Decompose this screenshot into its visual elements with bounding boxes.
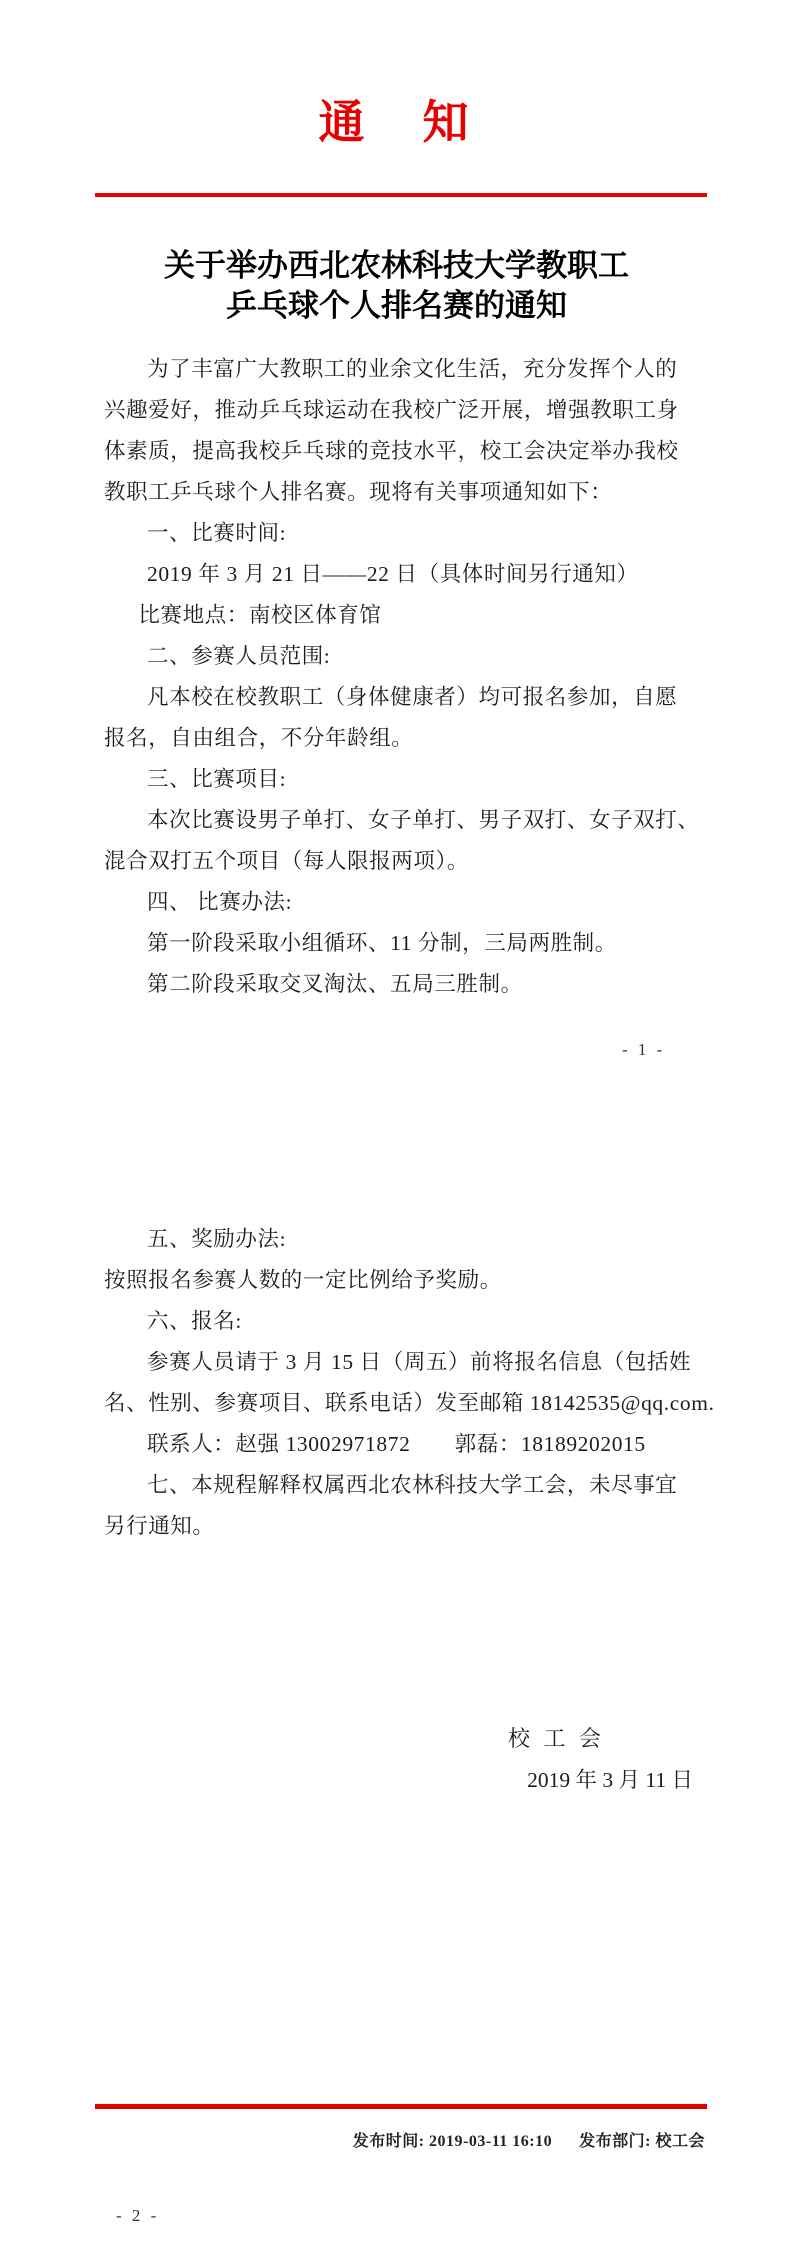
body-line: 四、 比赛办法: <box>147 890 293 914</box>
footer-divider-line <box>95 2104 707 2109</box>
body-line: 为了丰富广大教职工的业余文化生活，充分发挥个人的 <box>147 357 678 381</box>
body-line: 名、性别、参赛项目、联系电话）发至邮箱 18142535@qq.com. <box>104 1391 715 1415</box>
notice-banner: 通 知 <box>318 97 475 148</box>
publish-dept-label: 发布部门: <box>579 2133 651 2150</box>
body-line: 凡本校在校教职工（身体健康者）均可报名参加，自愿 <box>147 685 678 709</box>
header-divider-line <box>95 193 707 197</box>
body-line: 七、本规程解释权属西北农林科技大学工会，未尽事宜 <box>147 1473 678 1497</box>
page1-number: - 1 - <box>622 1040 666 1059</box>
signature-organization: 校 工 会 <box>507 1726 605 1751</box>
body-line: 混合双打五个项目（每人限报两项）。 <box>104 849 469 873</box>
footer-publish-info <box>353 2128 705 2151</box>
body-line: 体素质，提高我校乒乓球的竞技水平，校工会决定举办我校 <box>104 439 679 463</box>
publish-time-label: 发布时间: <box>352 2133 425 2150</box>
body-line: 三、比赛项目: <box>147 767 287 791</box>
body-line: 一、比赛时间: <box>147 521 287 545</box>
document-title <box>0 246 793 326</box>
body-line: 本次比赛设男子单打、女子单打、男子双打、女子双打、 <box>147 808 700 832</box>
body-line: 报名，自由组合，不分年龄组。 <box>104 726 414 750</box>
body-line: 教职工乒乓球个人排名赛。现将有关事项通知如下： <box>104 480 613 504</box>
body-line: 2019 年 3 月 21 日——22 日（具体时间另行通知） <box>147 562 639 586</box>
body-line: 按照报名参赛人数的一定比例给予奖励。 <box>104 1268 502 1292</box>
body-line: 五、奖励办法: <box>147 1227 287 1251</box>
body-line: 二、参赛人员范围: <box>147 644 331 668</box>
page2-number: - 2 - <box>116 2206 160 2225</box>
body-line: 参赛人员请于 3 月 15 日（周五）前将报名信息（包括姓 <box>147 1350 692 1374</box>
body-line: 第二阶段采取交叉淘汰、五局三胜制。 <box>147 972 523 996</box>
document-title-line2: 乒乓球个人排名赛的通知 <box>226 288 567 323</box>
publish-time-value: 2019-03-11 16:10 <box>429 2133 553 2150</box>
document-title-line1: 关于举办西北农林科技大学教职工 <box>164 248 629 283</box>
publish-dept-value: 校工会 <box>655 2133 705 2150</box>
body-line: 另行通知。 <box>104 1514 215 1538</box>
body-line: 六、报名: <box>147 1309 242 1333</box>
page1-body-text <box>104 349 700 1005</box>
signature-date: 2019 年 3 月 11 日 <box>527 1768 693 1792</box>
page2-body-text <box>104 1219 715 1547</box>
body-line: 比赛地点：南校区体育馆 <box>138 603 382 627</box>
body-line: 兴趣爱好，推动乒乓球运动在我校广泛开展，增强教职工身 <box>104 398 679 422</box>
body-line: 第一阶段采取小组循环、11 分制，三局两胜制。 <box>147 931 617 955</box>
body-line: 联系人：赵强 13002971872 郭磊：18189202015 <box>147 1432 646 1456</box>
